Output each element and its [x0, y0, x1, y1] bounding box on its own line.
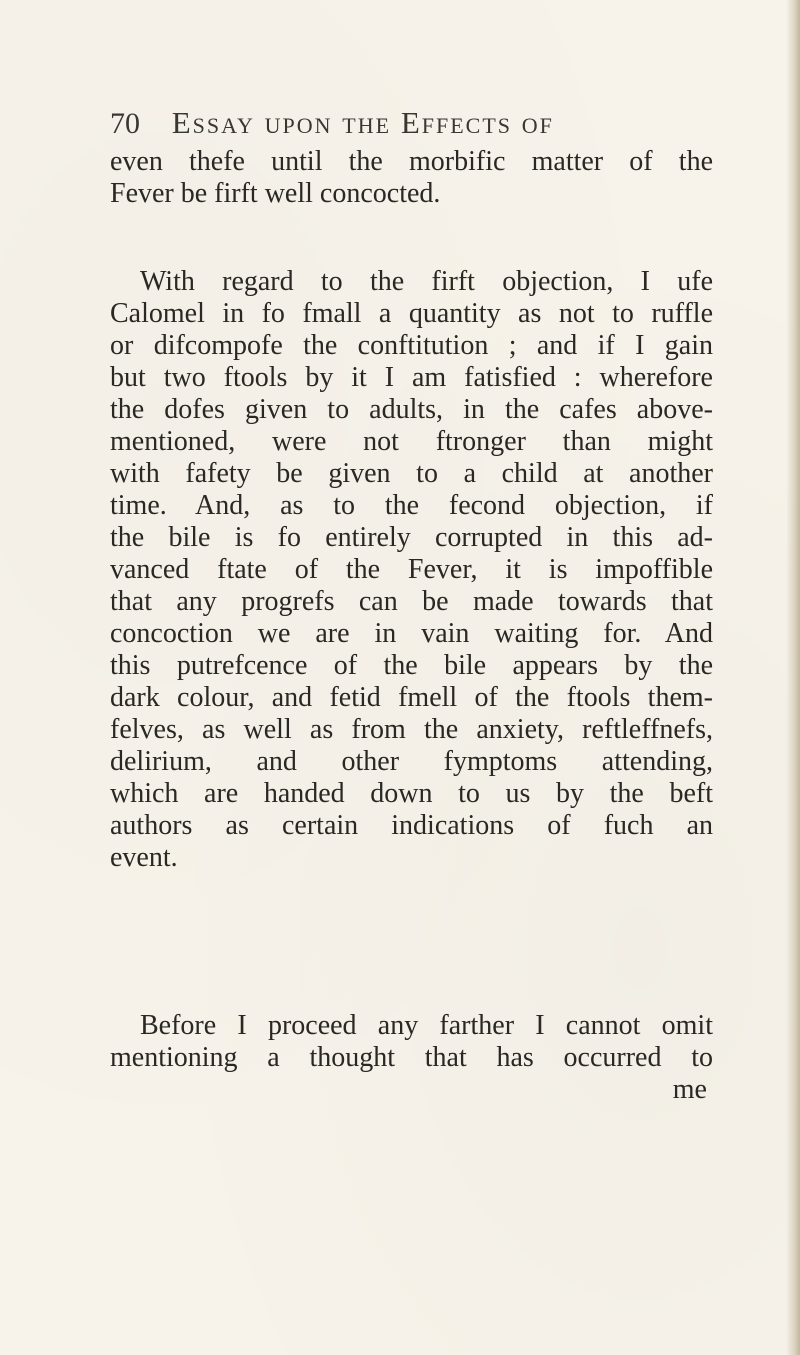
- text-line: With regard to the firft objection, I ufe: [140, 266, 713, 297]
- text-line: Calomel in fo fmall a quantity as not to ruffle: [110, 298, 713, 329]
- text-line: this putrefcence of the bile appears by the: [110, 650, 713, 681]
- paragraph-2: [110, 266, 713, 874]
- text-line: the dofes given to adults, in the cafes above-: [110, 394, 713, 425]
- text-line: even thefe until the morbific matter of the: [110, 146, 713, 177]
- text-line: that any progrefs can be made towards that: [110, 586, 713, 617]
- running-header: [110, 103, 710, 143]
- text-line: or difcompofe the conftitution ; and if I gain: [110, 330, 713, 361]
- text-line: mentioned, were not ftronger than might: [110, 426, 713, 457]
- catchword: me: [672, 1074, 707, 1105]
- text-line: concoction we are in vain waiting for. And: [110, 618, 713, 649]
- text-line: mentioning a thought that has occurred to: [110, 1042, 713, 1073]
- text-line: dark colour, and fetid fmell of the ftools them-: [110, 682, 713, 713]
- text-line: vanced ftate of the Fever, it is impoffible: [110, 554, 713, 585]
- running-title: Essay upon the Effects of: [171, 105, 554, 140]
- text-line: event.: [110, 842, 178, 873]
- text-line: time. And, as to the fecond objection, if: [110, 490, 713, 521]
- text-line: authors as certain indications of fuch an: [110, 810, 713, 841]
- text-line: Before I proceed any farther I cannot omit: [140, 1010, 713, 1041]
- paragraph-1: [110, 146, 713, 210]
- page-edge-shadow: [786, 0, 800, 1355]
- paragraph-3: [110, 1010, 713, 1106]
- text-line: felves, as well as from the anxiety, reftleffnefs,: [110, 714, 713, 745]
- text-line: with fafety be given to a child at another: [110, 458, 713, 489]
- text-line: delirium, and other fymptoms attending,: [110, 746, 713, 777]
- text-line: the bile is fo entirely corrupted in this ad-: [110, 522, 713, 553]
- page-number: 70: [110, 107, 140, 140]
- text-line: Fever be firft well concocted.: [110, 178, 441, 209]
- text-line: but two ftools by it I am fatisfied : wherefore: [110, 362, 713, 393]
- text-line: which are handed down to us by the beft: [110, 778, 713, 809]
